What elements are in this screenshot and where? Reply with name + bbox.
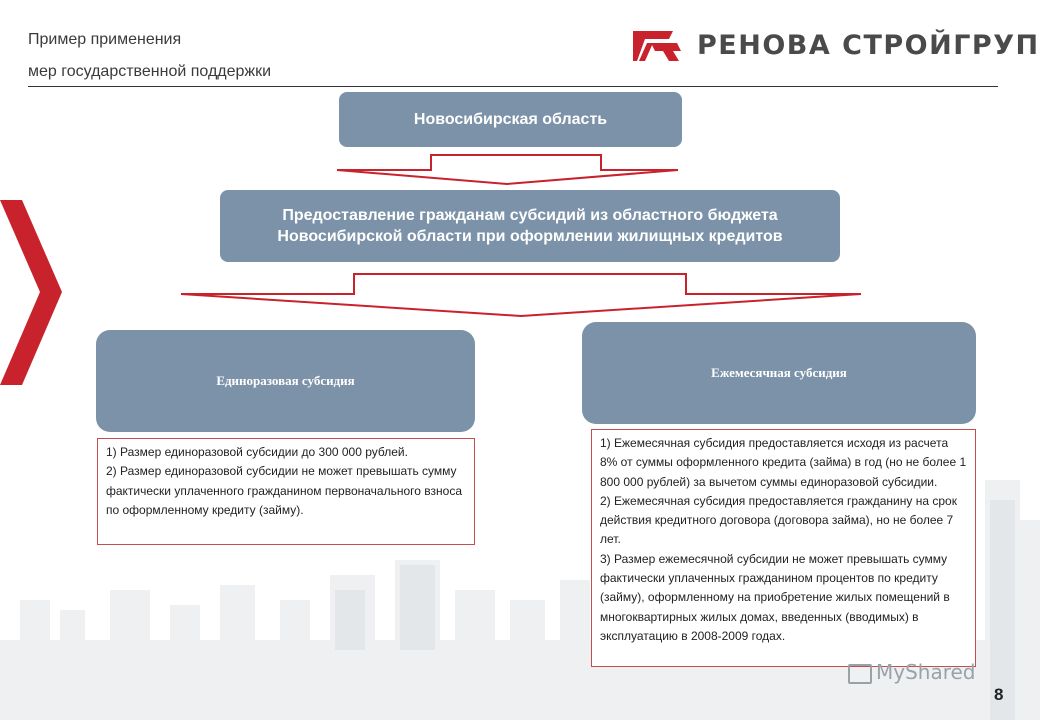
- one-time-item-1: 1) Размер единоразовой субсидии до 300 000 рублей.: [106, 445, 408, 459]
- page-title: [28, 24, 271, 88]
- down-arrow-icon: [335, 154, 680, 186]
- watermark-text: MyShared: [876, 660, 976, 684]
- presentation-icon: [848, 664, 872, 684]
- header-divider: [28, 86, 998, 87]
- company-name: РЕНОВА СТРОЙГРУП: [697, 30, 1040, 61]
- monthly-details: [591, 429, 976, 667]
- title-line-2: мер государственной поддержки: [28, 63, 272, 80]
- region-box: Новосибирская область: [339, 92, 682, 147]
- program-line-1: Предоставление гражданам субсидий из областного бюджета: [282, 207, 778, 224]
- monthly-item-2: 2) Ежемесячная субсидия предоставляется гражданину на срок действия кредитного договора (договора займа), но не более 7 лет.: [600, 493, 957, 547]
- monthly-subsidy-box: Ежемесячная субсидия: [582, 322, 976, 424]
- wide-down-arrow-icon: [178, 272, 864, 320]
- one-time-details: [97, 438, 475, 545]
- monthly-item-3: 3) Размер ежемесячной субсидии не может превышать сумму фактически уплаченных гражданином процентов по кредиту (займу), оформленному на приобретение жилых помещений в многоквартирных жилых домах, введенных (вводимых) в эксплуатацию в 2008-2009 годах.: [600, 551, 950, 643]
- company-logo: [633, 29, 683, 63]
- watermark: [848, 660, 976, 684]
- program-box: [220, 190, 840, 262]
- one-time-subsidy-box: Единоразовая субсидия: [96, 330, 475, 432]
- one-time-item-2: 2) Размер единоразовой субсидии не может превышать сумму фактически уплаченного гражданином первоначального взноса по оформленному кредиту (займу).: [106, 464, 462, 517]
- logo-mark-icon: [633, 29, 683, 63]
- monthly-item-1: 1) Ежемесячная субсидия предоставляется исходя из расчета 8% от суммы оформленного кредита (займа) в год (но не более 1 800 000 рублей) за вычетом суммы единоразовой субсидии.: [600, 436, 967, 489]
- red-chevron-icon: [0, 200, 64, 385]
- title-line-1: Пример применения: [28, 31, 182, 48]
- program-line-2: Новосибирской области при оформлении жилищных кредитов: [277, 228, 783, 245]
- page-number: 8: [994, 685, 1004, 704]
